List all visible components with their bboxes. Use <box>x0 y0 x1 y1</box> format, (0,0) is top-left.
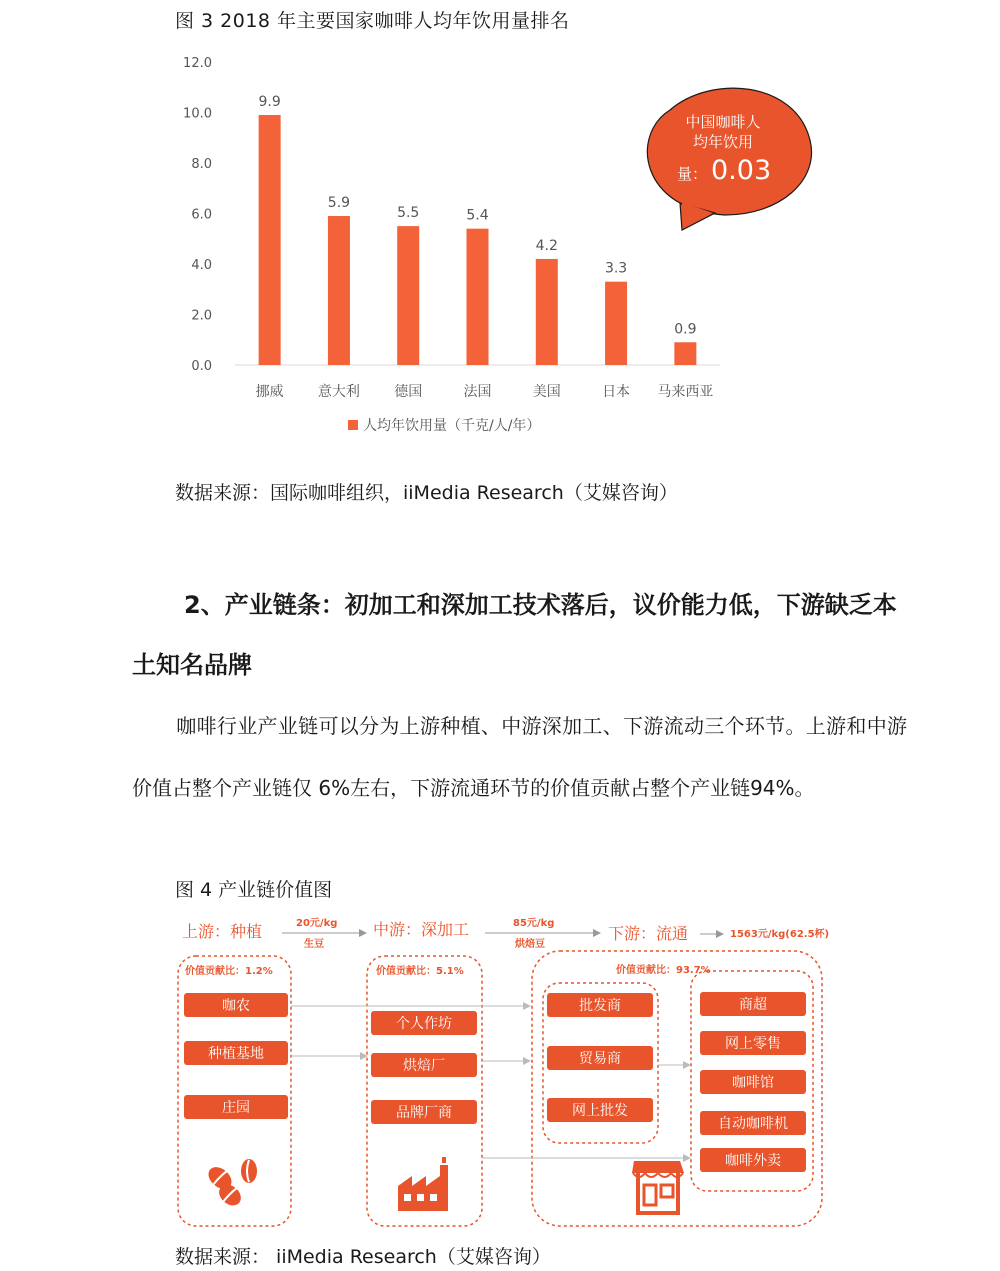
legend-label: 人均年饮用量（千克/人/年） <box>363 418 541 434</box>
midstream-item-label: 烘焙厂 <box>403 1058 445 1074</box>
raw-bean-label: 生豆 <box>304 939 324 950</box>
y-tick-label: 0.0 <box>191 359 212 374</box>
x-tick-label: 挪威 <box>255 384 284 400</box>
downstream-share: 价值贡献比：93.7% <box>616 965 711 976</box>
wholesale-item-label: 贸易商 <box>579 1051 621 1067</box>
retail-item-label: 咖啡馆 <box>732 1075 774 1091</box>
x-tick-label: 马来西亚 <box>657 384 714 400</box>
bar-data-label: 9.9 <box>258 94 281 111</box>
bar-data-label: 5.9 <box>327 195 351 212</box>
y-tick-label: 10.0 <box>183 106 212 122</box>
raw-bean-price: 20元/kg <box>296 918 338 929</box>
bar-data-label: 5.4 <box>466 207 489 224</box>
figure-3-caption: 图 3 2018 年主要国家咖啡人均年饮用量排名 <box>175 10 570 32</box>
bar-data-label: 4.2 <box>535 237 558 254</box>
factory-icon <box>398 1157 448 1211</box>
section-heading-text: 2、产业链条：初加工和深加工技术落后，议价能力低，下游缺乏本土知名品牌 <box>132 591 897 679</box>
retail-item-label: 自动咖啡机 <box>718 1116 788 1132</box>
body-paragraph <box>132 695 907 819</box>
callout-value: 0.03 <box>711 155 772 186</box>
bar <box>397 226 419 365</box>
wholesale-item-label: 批发商 <box>579 998 621 1014</box>
midstream-title: 中游：深加工 <box>373 920 470 939</box>
x-tick-label: 美国 <box>532 384 561 400</box>
retail-item-label: 网上零售 <box>725 1036 781 1052</box>
bar <box>467 229 489 365</box>
coffee-beans-icon <box>204 1159 257 1210</box>
upstream-share: 价值贡献比：1.2% <box>185 966 273 977</box>
y-tick-label: 8.0 <box>191 157 212 172</box>
upstream-item-label: 庄园 <box>222 1100 250 1116</box>
chart-legend <box>348 417 540 434</box>
bar <box>605 282 627 365</box>
x-tick-label: 日本 <box>602 384 631 400</box>
midstream-item-label: 品牌厂商 <box>396 1105 452 1121</box>
upstream-item-label: 咖农 <box>222 998 250 1014</box>
retail-item-label: 商超 <box>739 997 767 1013</box>
roasted-bean-label: 烘焙豆 <box>515 939 545 950</box>
y-tick-label: 6.0 <box>191 207 212 223</box>
bar-data-label: 5.5 <box>397 205 420 222</box>
figure-3-source: 数据来源：国际咖啡组织，iiMedia Research（艾媒咨询） <box>175 482 678 504</box>
legend-swatch <box>348 420 358 430</box>
bar <box>536 259 558 365</box>
figure-4-caption: 图 4 产业链价值图 <box>175 879 333 901</box>
figure-4-source: 数据来源： iiMedia Research（艾媒咨询） <box>175 1246 551 1268</box>
bars <box>259 94 697 365</box>
bar <box>328 216 350 365</box>
x-axis <box>256 383 714 400</box>
downstream-price: 1563元/kg(62.5杯) <box>730 929 830 940</box>
industry-chain-value-diagram <box>170 903 830 1238</box>
upstream-title: 上游：种植 <box>182 922 263 941</box>
retail-item-label: 咖啡外卖 <box>725 1153 781 1169</box>
callout-line-2: 均年饮用 <box>692 133 754 151</box>
upstream-item-label: 种植基地 <box>208 1046 264 1062</box>
y-tick-label: 2.0 <box>191 308 212 324</box>
callout-line-1: 中国咖啡人 <box>685 113 761 131</box>
roasted-bean-price: 85元/kg <box>513 918 555 929</box>
x-tick-label: 意大利 <box>317 384 360 400</box>
bar-data-label: 3.3 <box>604 260 628 277</box>
y-tick-label: 4.0 <box>191 258 212 273</box>
y-axis <box>183 56 212 374</box>
x-tick-label: 法国 <box>463 384 492 400</box>
downstream-title: 下游：流通 <box>608 924 689 943</box>
midstream-share: 价值贡献比：5.1% <box>376 966 464 977</box>
body-paragraph-text: 咖啡行业产业链可以分为上游种植、中游深加工、下游流动三个环节。上游和中游价值占整个产业链仅 6%左右，下游流通环节的价值贡献占整个产业链94%。 <box>132 714 907 800</box>
wholesale-item-label: 网上批发 <box>572 1103 628 1119</box>
bar <box>259 115 281 365</box>
coffee-consumption-bar-chart <box>170 45 820 445</box>
callout-line-3-prefix: 量： <box>677 165 708 183</box>
midstream-item-label: 个人作坊 <box>396 1016 452 1032</box>
section-heading <box>132 575 912 695</box>
bar <box>674 342 696 365</box>
x-tick-label: 德国 <box>394 384 423 400</box>
y-tick-label: 12.0 <box>183 56 212 71</box>
bar-data-label: 0.9 <box>674 321 697 338</box>
store-icon <box>632 1161 684 1213</box>
china-consumption-callout <box>647 88 811 230</box>
